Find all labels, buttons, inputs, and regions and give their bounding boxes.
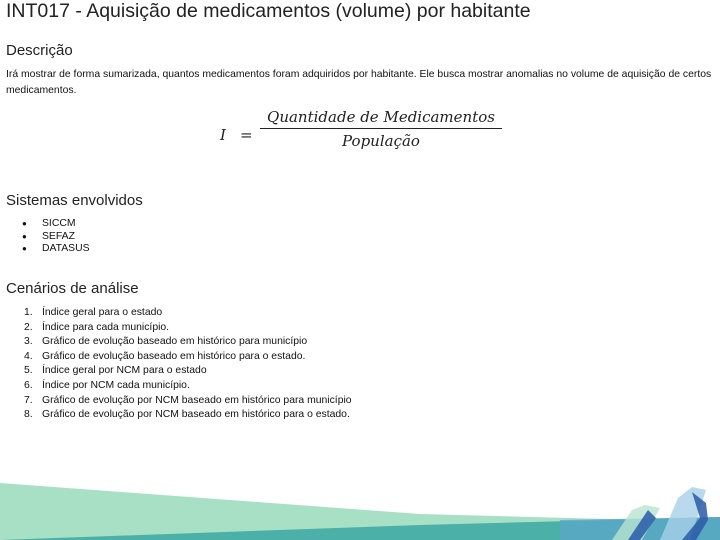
list-item (24, 350, 352, 365)
item-text: Gráfico de evolução por NCM baseado em histórico para município (42, 394, 352, 406)
list-item (24, 364, 352, 379)
list-item (24, 379, 352, 394)
item-text: Gráfico de evolução por NCM baseado em histórico para o estado. (42, 409, 350, 421)
list-item (24, 394, 352, 409)
list-item (24, 408, 352, 423)
formula-numerator: Quantidade de Medicamentos (260, 108, 502, 129)
list-item (24, 335, 352, 350)
formula-denominator: População (342, 132, 420, 150)
item-text: Índice geral por NCM para o estado (42, 365, 207, 377)
description-text: Irá mostrar de forma sumarizada, quantos medicamentos foram adquiridos por habitante. Ele busca mostrar anomalias no volume de aquisição de certos medicamentos. (6, 69, 712, 96)
list-item (24, 321, 352, 336)
formula-equals: = (240, 126, 253, 144)
scenarios-heading: Cenários de análise (6, 280, 139, 297)
scenarios-list (24, 306, 352, 423)
formula-fraction (260, 108, 502, 150)
list-item: ● SICCM (22, 218, 90, 231)
item-text: Índice por NCM cada município. (42, 379, 190, 391)
list-item: ● SEFAZ (22, 231, 90, 244)
item-number: 4. (24, 350, 33, 362)
systems-list (22, 218, 90, 256)
list-item: ● DATASUS (22, 243, 90, 256)
item-number: 5. (24, 365, 33, 377)
list-item (24, 306, 352, 321)
item-text: Índice geral para o estado (42, 307, 163, 318)
description-heading: Descrição (6, 42, 73, 59)
formula-lhs: I (220, 126, 226, 144)
item-number: 7. (24, 394, 33, 406)
systems-heading: Sistemas envolvidos (6, 192, 143, 209)
item-text: Gráfico de evolução baseado em histórico para o estado. (42, 350, 306, 362)
item-number: 2. (24, 321, 33, 333)
item-number: 3. (24, 336, 33, 348)
item-text: Gráfico de evolução baseado em histórico para município (42, 336, 308, 348)
page-title: INT017 - Aquisição de medicamentos (volume) por habitante (6, 0, 531, 22)
item-number: 6. (24, 379, 33, 391)
item-number: 8. (24, 409, 33, 421)
item-text: Índice para cada município. (42, 321, 170, 333)
item-number: 1. (24, 307, 33, 318)
